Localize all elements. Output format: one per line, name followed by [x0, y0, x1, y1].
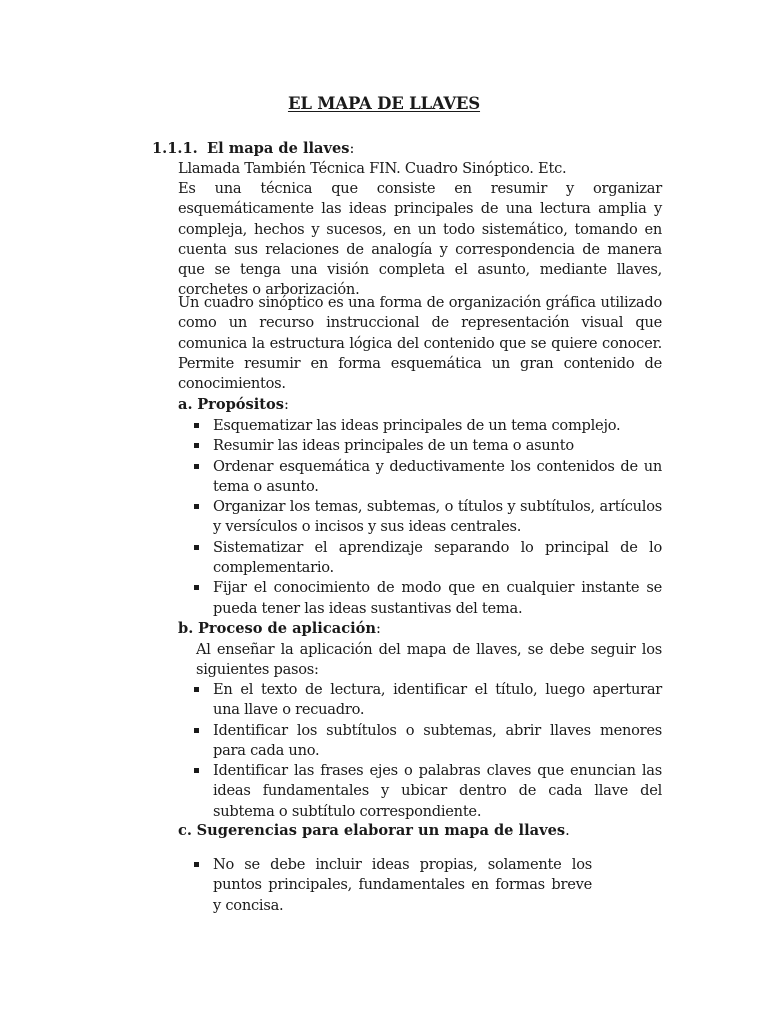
section-paragraph-1: Es una técnica que consiste en resumir y organizar esquemáticamente las ideas principales de una lectura amplia y compleja, hechos y sucesos, en un todo sistemático, tomando en cuenta sus relaciones de analogía y correspondencia de manera que se tenga una visión completa el asunto, mediante llaves, corchetes o arborización.	[178, 180, 662, 299]
list-item	[192, 416, 662, 436]
list-item-text: En el texto de lectura, identificar el título, luego aperturar una llave o recuadro.	[213, 681, 662, 719]
bullet-icon	[194, 464, 199, 469]
bullet-icon	[194, 862, 199, 867]
list-item	[192, 855, 592, 916]
list-item-text: Sistematizar el aprendizaje separando lo principal de lo complementario.	[213, 538, 662, 577]
bullet-icon	[194, 687, 199, 692]
list-item	[192, 761, 662, 822]
list-item	[192, 497, 662, 538]
list-item-text: Ordenar esquemática y deductivamente los contenidos de un tema o asunto.	[213, 457, 662, 495]
list-item-text: Esquematizar las ideas principales de un tema complejo.	[213, 417, 621, 434]
process-list	[192, 680, 662, 822]
list-item-text: Identificar las frases ejes o palabras claves que enuncian las ideas fundamentales y ubicar dentro de cada llave del subtema o subtítulo correspondiente.	[213, 762, 662, 820]
section-number: 1.1.1.	[152, 140, 198, 157]
list-item-text: Organizar los temas, subtemas, o títulos y subtítulos, artículos y versículos o incisos y sus ideas centrales.	[213, 498, 662, 536]
list-item	[192, 721, 662, 762]
suggestions-heading	[178, 821, 662, 841]
process-heading	[178, 619, 662, 639]
list-item	[192, 436, 662, 456]
bullet-icon	[194, 504, 199, 509]
section-heading	[152, 139, 354, 159]
list-item	[192, 538, 662, 579]
bullet-icon	[194, 545, 199, 550]
suggestions-letter: c.	[178, 822, 192, 839]
purposes-title: Propósitos	[197, 396, 284, 413]
purposes-heading	[178, 395, 662, 415]
purposes-list	[192, 416, 662, 619]
bullet-icon	[194, 423, 199, 428]
process-title: Proceso de aplicación	[197, 620, 376, 637]
section-subtitle-line: Llamada También Técnica FIN. Cuadro Sinóptico. Etc.	[178, 160, 567, 177]
list-item-text: Fijar el conocimiento de modo que en cualquier instante se pueda tener las ideas sustantivas del tema.	[213, 579, 662, 617]
suggestions-list	[192, 855, 592, 916]
bullet-icon	[194, 585, 199, 590]
section-colon: :	[349, 140, 355, 157]
bullet-icon	[194, 768, 199, 773]
bullet-icon	[194, 728, 199, 733]
suggestions-period: .	[565, 822, 570, 839]
process-colon: :	[375, 620, 381, 637]
bullet-icon	[194, 443, 199, 448]
purposes-letter: a.	[178, 396, 193, 413]
section-paragraph-2: Un cuadro sinóptico es una forma de organización gráfica utilizado como un recurso instruccional de representación visual que comunica la estructura lógica del contenido que se quiere conocer. Permite resumir en forma esquemática un gran contenido de conocimientos.	[178, 294, 662, 393]
list-item	[192, 680, 662, 721]
process-intro: Al enseñar la aplicación del mapa de llaves, se debe seguir los siguientes pasos:	[196, 641, 662, 679]
list-item	[192, 578, 662, 619]
purposes-colon: :	[283, 396, 289, 413]
list-item-text: Identificar los subtítulos o subtemas, abrir llaves menores para cada uno.	[213, 721, 662, 759]
list-item	[192, 457, 662, 498]
process-letter: b.	[178, 620, 194, 637]
list-item-text: Resumir las ideas principales de un tema o asunto	[213, 437, 574, 455]
page-title: EL MAPA DE LLAVES	[287, 94, 481, 113]
list-item-text: No se debe incluir ideas propias, solamente los puntos principales, fundamentales en formas breve y concisa.	[213, 856, 592, 914]
section-title: El mapa de llaves	[207, 140, 350, 157]
suggestions-title: Sugerencias para elaborar un mapa de llaves	[196, 822, 566, 839]
